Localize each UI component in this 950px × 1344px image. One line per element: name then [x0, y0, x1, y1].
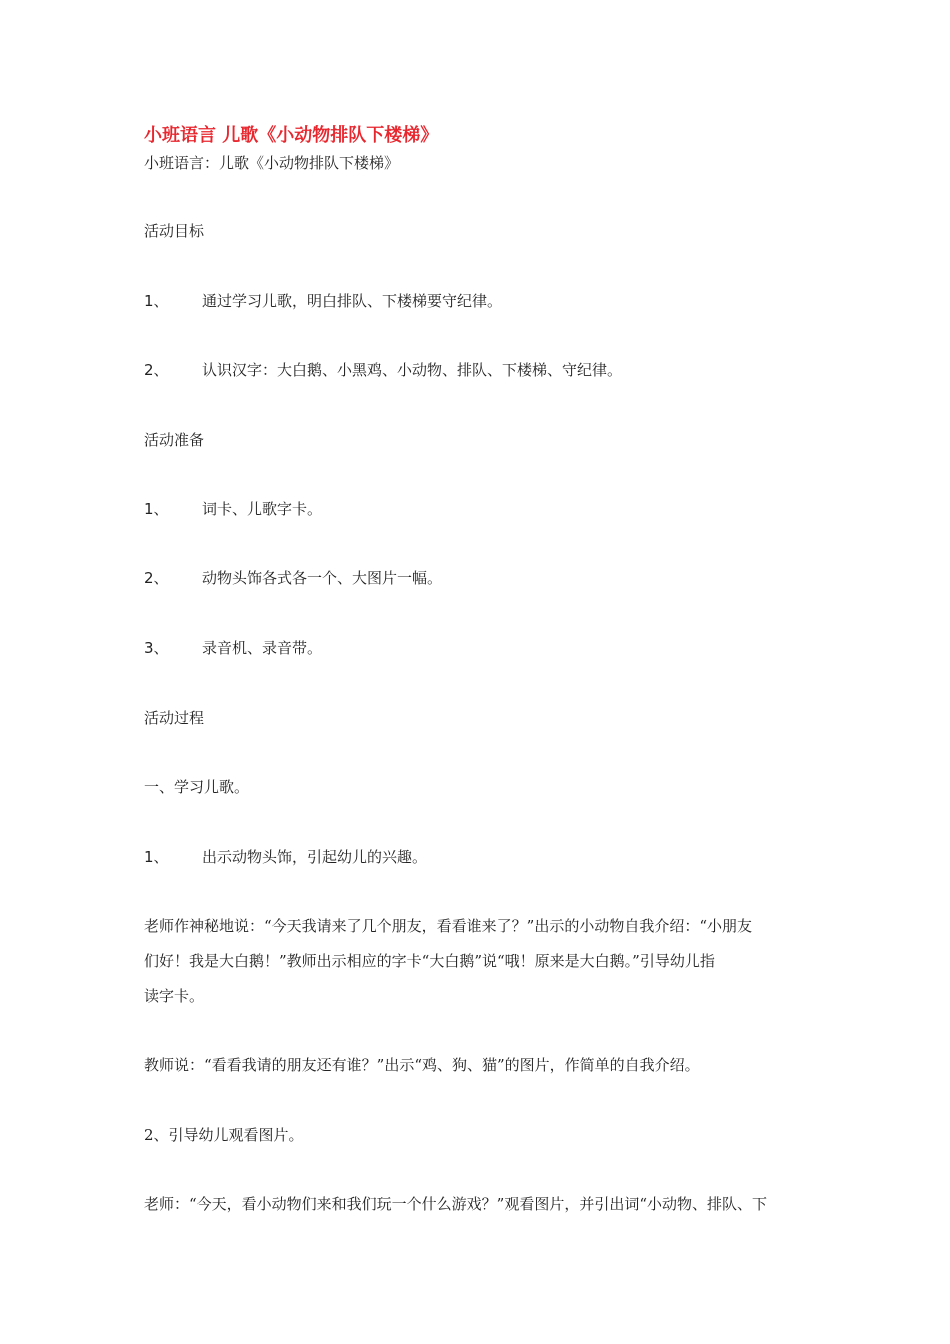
- prep-item-text: 录音机、录音带。: [202, 639, 323, 657]
- process-heading: 活动过程: [144, 709, 205, 727]
- paragraph-line: 老师：“今天，看小动物们来和我们玩一个什么游戏？”观看图片，并引出词“小动物、排队、下: [144, 1195, 768, 1213]
- goals-heading: 活动目标: [144, 222, 205, 240]
- paragraph-line: 们好！我是大白鹅！”教师出示相应的字卡“大白鹅”说“哦！原来是大白鹅。”引导幼儿指: [144, 952, 715, 970]
- goal-item: [144, 360, 622, 380]
- process-step-text: 出示动物头饰，引起幼儿的兴趣。: [202, 848, 428, 866]
- process-step-2: 2、引导幼儿观看图片。: [144, 1126, 304, 1144]
- prep-item-number: 2、: [144, 569, 169, 587]
- part1-heading: 一、学习儿歌。: [144, 778, 250, 796]
- document-subtitle: 小班语言：儿歌《小动物排队下楼梯》: [144, 154, 400, 172]
- prep-item-number: 3、: [144, 639, 169, 657]
- process-step-number: 1、: [144, 848, 169, 866]
- paragraph-line: 读字卡。: [144, 987, 205, 1005]
- paragraph-line: 老师作神秘地说：“今天我请来了几个朋友，看看谁来了？”出示的小动物自我介绍：“小朋友: [144, 917, 753, 935]
- prep-item-number: 1、: [144, 500, 169, 518]
- goal-item-number: 2、: [144, 361, 169, 379]
- prep-item: [144, 568, 442, 588]
- prep-item: [144, 638, 322, 658]
- paragraph-line: 教师说：“看看我请的朋友还有谁？”出示“鸡、狗、猫”的图片，作简单的自我介绍。: [144, 1056, 700, 1074]
- prep-item-text: 动物头饰各式各一个、大图片一幅。: [202, 569, 443, 587]
- process-step: [144, 847, 427, 867]
- prep-heading: 活动准备: [144, 431, 205, 449]
- goal-item-text: 通过学习儿歌，明白排队、下楼梯要守纪律。: [202, 292, 503, 310]
- prep-item: [144, 499, 322, 519]
- goal-item: [144, 291, 502, 311]
- prep-item-text: 词卡、儿歌字卡。: [202, 500, 323, 518]
- document-title: 小班语言 儿歌《小动物排队下楼梯》: [144, 125, 439, 146]
- goal-item-text: 认识汉字：大白鹅、小黑鸡、小动物、排队、下楼梯、守纪律。: [202, 361, 623, 379]
- goal-item-number: 1、: [144, 292, 169, 310]
